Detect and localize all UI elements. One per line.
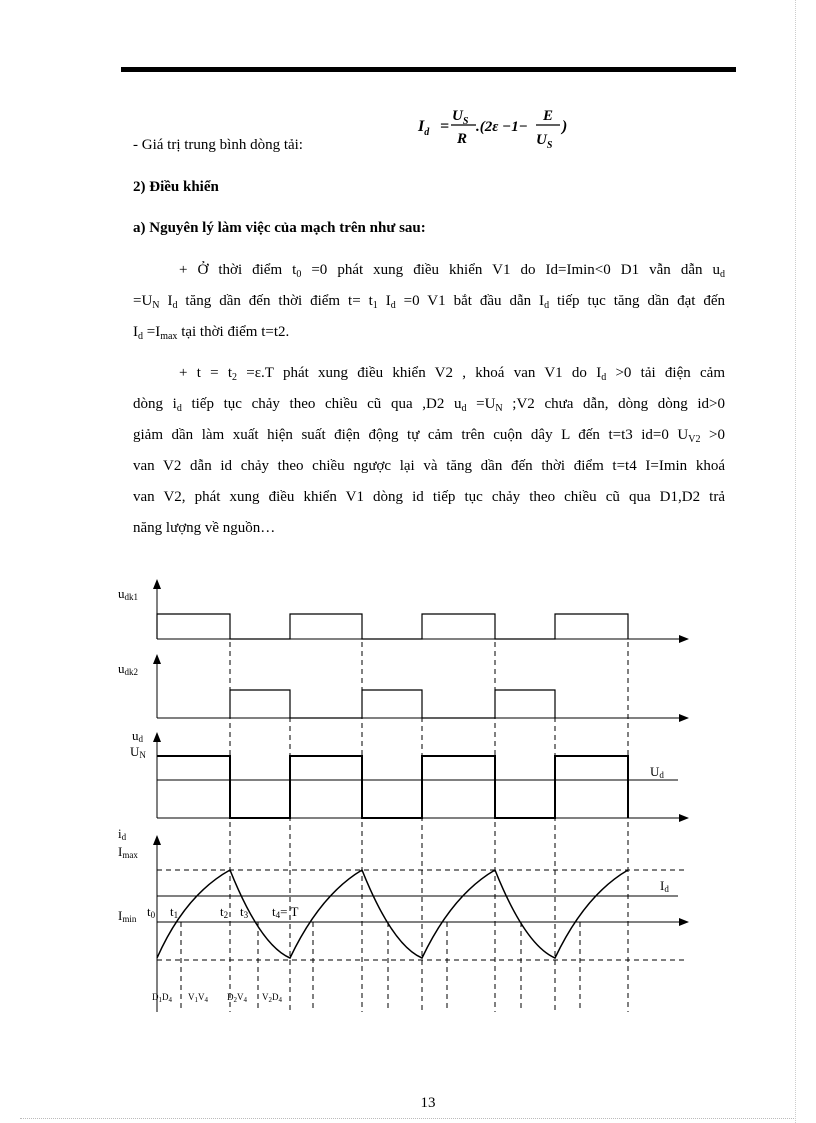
time-guides bbox=[181, 615, 628, 1012]
svg-text:=: = bbox=[440, 118, 450, 135]
t0-label: t0 bbox=[147, 904, 156, 920]
section-2-heading: 2) Điều khiển bbox=[133, 179, 219, 195]
segment-v1v4-label: $V_1V_4$ bbox=[188, 992, 208, 1004]
ud-waveform bbox=[157, 756, 628, 818]
id-avg-label: Id bbox=[660, 878, 669, 894]
id-label: id bbox=[118, 826, 127, 842]
segment-v2d4-label: $V_2D_4$ bbox=[262, 992, 282, 1004]
imax-label: Imax bbox=[118, 844, 138, 860]
paragraph-2-line-3: giảm dần làm xuất hiện suất điện động tự cảm trên cuộn dây L đến t=t3 id=0 $U_{V2} >0$ bbox=[133, 427, 725, 445]
page-edge-bottom bbox=[20, 1118, 796, 1119]
paragraph-2-line-4: van V2 dẫn id chảy theo chiều ngược lại và tăng dần đến thời điểm t=t4 I=Imin khoá bbox=[133, 458, 725, 474]
t4-label: t4= T bbox=[272, 904, 299, 920]
paragraph-1-line-1: + Ở thời điểm $t_0 =0$ phát xung điều khiển V1 do Id=Imin<0 D1 vẫn dẫn $u_d$ bbox=[179, 262, 725, 280]
udk1-waveform bbox=[157, 614, 628, 639]
paragraph-2-line-6: năng lượng về nguồn… bbox=[133, 520, 276, 536]
t2-label: t2 bbox=[220, 904, 229, 920]
segment-d1d4-label: $D_1D_4$ bbox=[152, 992, 172, 1004]
t3-label: t3 bbox=[240, 904, 249, 920]
udk1-label: udk1 bbox=[118, 586, 138, 602]
svg-text:R: R bbox=[457, 131, 468, 147]
svg-text:): ) bbox=[562, 118, 568, 135]
paragraph-2-line-5: van V2, phát xung điều khiển V1 dòng id tiếp tục chảy theo chiều cũ qua D1,D2 trả bbox=[133, 489, 725, 505]
un-label: UN bbox=[130, 744, 146, 760]
udk2-label: udk2 bbox=[118, 661, 138, 677]
udk2-waveform bbox=[230, 690, 555, 718]
svg-text:E: E bbox=[543, 108, 554, 124]
paragraph-1-line-2: $=U_N$ $I_d$ tăng dần đến thời điểm $t= t_1$ $I_d =0$ V1 bắt đầu dẫn $I_d$ tiếp tục tăng dần đạt đến bbox=[133, 293, 726, 311]
svg-text:.(2ε −1−: .(2ε −1− bbox=[476, 119, 528, 135]
page-number: 13 bbox=[420, 1095, 436, 1111]
svg-text:US: $U_S$ bbox=[536, 132, 553, 151]
paragraph-2-line-1: + $t = t_2 =\varepsilon.T$ phát xung điều khiển V2 , khoá van V1 do $I_d >0$ tải điện cảm bbox=[179, 365, 725, 383]
imin-label: Imin bbox=[118, 908, 137, 924]
average-value-label: - Giá trị trung bình dòng tải: bbox=[133, 137, 303, 153]
ud-label: ud bbox=[132, 728, 143, 744]
svg-text:US: $U_S$ bbox=[452, 108, 469, 127]
paragraph-2-line-2: dòng $i_d$ tiếp tục chảy theo chiều cũ qua ,D2 $u_d =U_N$ ;V2 chưa dẫn, dòng dòng id>0 bbox=[133, 396, 726, 414]
segment-d2v4-label: $D_2V_4$ bbox=[227, 992, 247, 1004]
t1-label: t1 bbox=[170, 904, 179, 920]
header-rule bbox=[121, 67, 736, 72]
paragraph-1-line-3: $I_d =I_{max}$ tại thời điểm t=t2. bbox=[133, 324, 290, 342]
principle-heading: a) Nguyên lý làm việc của mạch trên như sau: bbox=[133, 220, 426, 236]
svg-text:Id: $I_d$ bbox=[418, 118, 430, 138]
timing-diagram bbox=[0, 570, 816, 1030]
page-edge-right bbox=[795, 0, 796, 1123]
ud-avg-label: Ud bbox=[650, 764, 664, 780]
average-current-formula bbox=[416, 104, 606, 160]
